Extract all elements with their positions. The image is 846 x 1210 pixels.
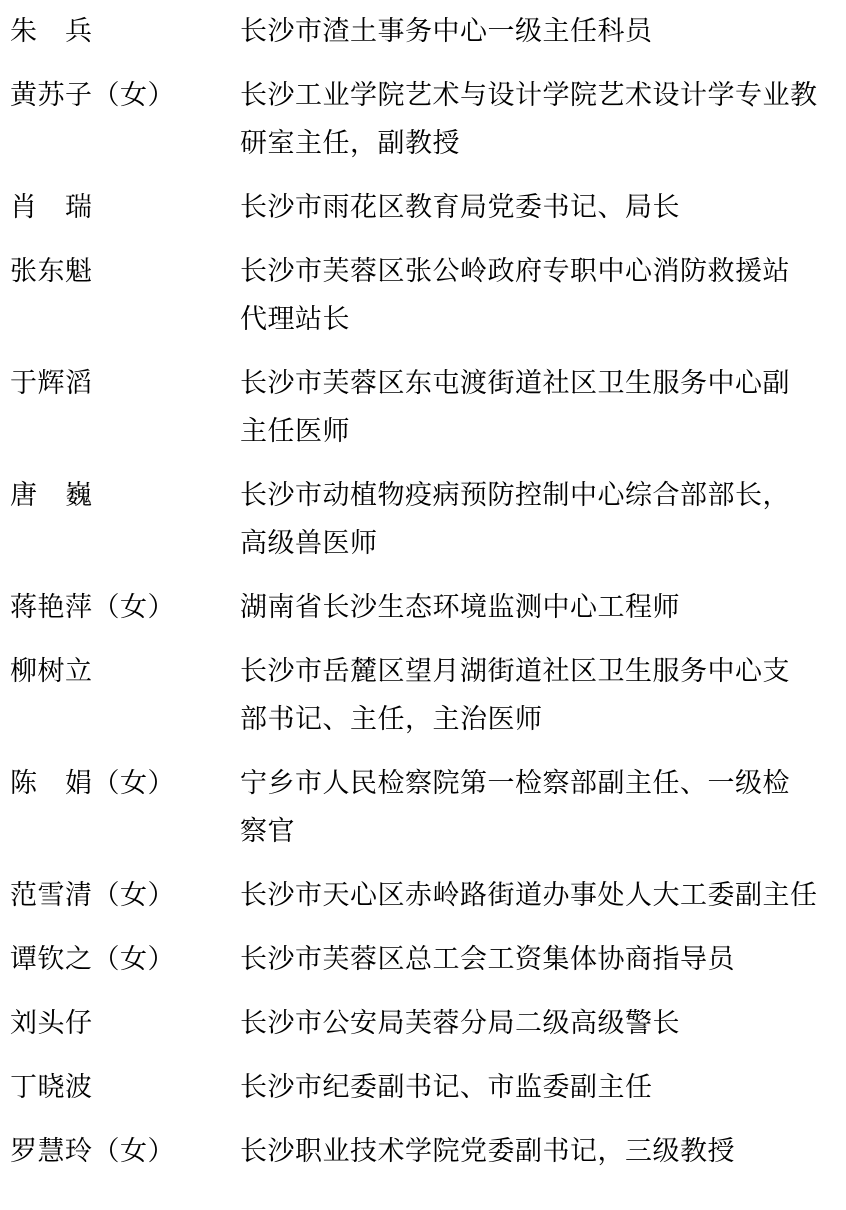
person-title — [240, 936, 836, 984]
person-name: 于辉滔 — [10, 368, 93, 399]
person-title — [240, 248, 836, 344]
person-title-line: 察官 — [240, 816, 295, 847]
list-item — [10, 472, 836, 568]
person-title-line: 长沙市岳麓区望月湖街道社区卫生服务中心支 — [240, 656, 790, 687]
list-item — [10, 1064, 836, 1112]
person-title-line: 长沙市天心区赤岭路街道办事处人大工委副主任 — [240, 880, 818, 911]
list-item — [10, 760, 836, 856]
person-title-line: 代理站长 — [240, 304, 350, 335]
person-title — [240, 872, 836, 920]
person-name: 范雪清（女） — [10, 880, 175, 911]
person-title-line: 长沙市芙蓉区东屯渡街道社区卫生服务中心副 — [240, 368, 790, 399]
person-name: 唐 巍 — [10, 480, 93, 511]
person-name: 张东魁 — [10, 256, 93, 287]
list-item — [10, 936, 836, 984]
person-name: 陈 娟（女） — [10, 768, 175, 799]
person-title — [240, 184, 836, 232]
person-name: 谭钦之（女） — [10, 944, 175, 975]
person-title-line: 湖南省长沙生态环境监测中心工程师 — [240, 592, 680, 623]
person-title-line: 宁乡市人民检察院第一检察部副主任、一级检 — [240, 768, 790, 799]
person-name: 蒋艳萍（女） — [10, 592, 175, 623]
list-item — [10, 184, 836, 232]
person-name: 黄苏子（女） — [10, 80, 175, 111]
person-title-line: 长沙市芙蓉区张公岭政府专职中心消防救援站 — [240, 256, 790, 287]
person-title-line: 长沙市动植物疫病预防控制中心综合部部长， — [240, 480, 790, 511]
list-item — [10, 872, 836, 920]
person-name: 罗慧玲（女） — [10, 1136, 175, 1167]
list-item — [10, 8, 836, 56]
list-item — [10, 1000, 836, 1048]
person-name: 刘头仔 — [10, 1008, 93, 1039]
person-title — [240, 1064, 836, 1112]
person-title-line: 部书记、主任，主治医师 — [240, 704, 543, 735]
person-title-line: 长沙市渣土事务中心一级主任科员 — [240, 16, 653, 47]
honoree-list — [10, 8, 836, 1176]
person-title — [240, 760, 836, 856]
person-title-line: 长沙职业技术学院党委副书记，三级教授 — [240, 1136, 735, 1167]
list-item — [10, 360, 836, 456]
person-name: 柳树立 — [10, 656, 93, 687]
person-title-line: 主任医师 — [240, 416, 350, 447]
list-item — [10, 584, 836, 632]
list-item — [10, 72, 836, 168]
person-title-line: 长沙工业学院艺术与设计学院艺术设计学专业教 — [240, 80, 818, 111]
person-title — [240, 472, 836, 568]
person-title — [240, 8, 836, 56]
list-item — [10, 648, 836, 744]
person-name: 丁晓波 — [10, 1072, 93, 1103]
person-title — [240, 72, 836, 168]
person-name: 肖 瑞 — [10, 192, 93, 223]
person-title-line: 长沙市雨花区教育局党委书记、局长 — [240, 192, 680, 223]
person-title-line: 高级兽医师 — [240, 528, 378, 559]
list-item — [10, 248, 836, 344]
person-title — [240, 360, 836, 456]
person-name: 朱 兵 — [10, 16, 93, 47]
person-title-line: 研室主任，副教授 — [240, 128, 460, 159]
person-title — [240, 1000, 836, 1048]
person-title-line: 长沙市纪委副书记、市监委副主任 — [240, 1072, 653, 1103]
person-title-line: 长沙市芙蓉区总工会工资集体协商指导员 — [240, 944, 735, 975]
person-title — [240, 584, 836, 632]
list-item — [10, 1128, 836, 1176]
person-title — [240, 1128, 836, 1176]
person-title-line: 长沙市公安局芙蓉分局二级高级警长 — [240, 1008, 680, 1039]
person-title — [240, 648, 836, 744]
